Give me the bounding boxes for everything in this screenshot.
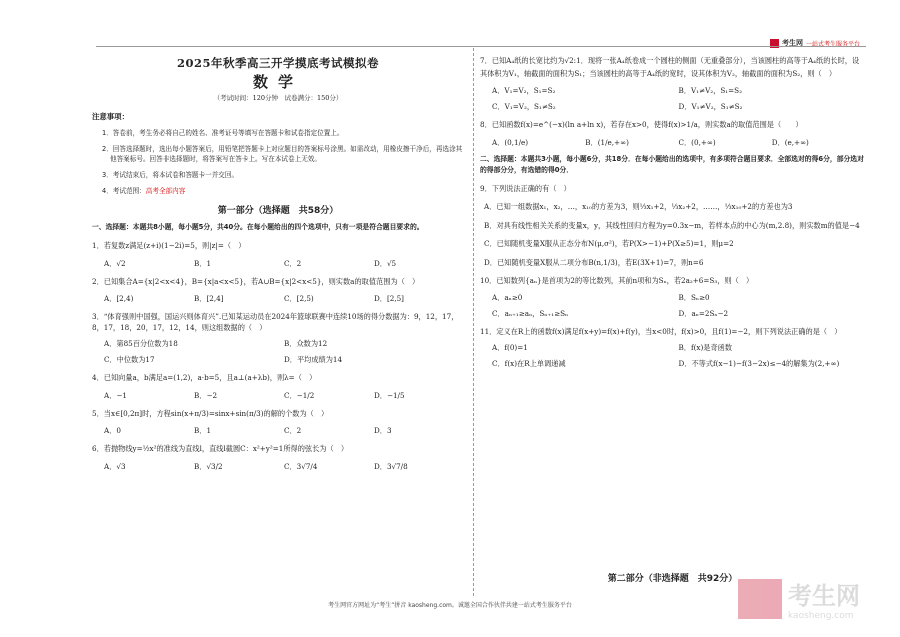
question-4: 4．已知向量a，b满足a=(1,2)，a·b=5，且a⊥(a+λb)，则λ=（ ） bbox=[92, 373, 317, 382]
option: D．−1/5 bbox=[374, 390, 405, 400]
question-2-options bbox=[92, 294, 464, 304]
option: D．aₙ=2Sₙ−2 bbox=[678, 308, 729, 318]
section-one-instructions: 一、选择题：本题共8小题，每小题5分，共40分。在每小题给出的四个选项中，只有一项是符合题目要求的。 bbox=[92, 223, 424, 231]
question-8-options bbox=[480, 138, 865, 148]
question-6: 6．若抛物线y=½x²的准线为直线l，直线l截圆C：x²+y²=1所得的弦长为（ ） bbox=[92, 444, 349, 453]
option: A．f(0)=1 bbox=[492, 343, 528, 352]
option: B．V₁≠V₂，S₁=S₂ bbox=[678, 86, 742, 95]
question-7-options bbox=[480, 86, 865, 112]
option: B．[2,4] bbox=[194, 294, 224, 303]
page-footer: 考生网官方网址为“考生”拼音 kaosheng.com。诚邀全国合作伙伴共建一站式考生服务平台 bbox=[328, 602, 572, 609]
notice-item: 3．考试结束后，将本试卷和答题卡一并交回。 bbox=[102, 171, 239, 179]
option: C．中位数为17 bbox=[104, 355, 155, 364]
exam-title: 2025年秋季高三开学摸底考试模拟卷 bbox=[176, 56, 379, 70]
option: A．aₙ≥0 bbox=[492, 292, 523, 302]
option: B．众数为12 bbox=[284, 339, 328, 348]
option: A．(0,1/e) bbox=[492, 137, 529, 147]
option: B．Sₙ≥0 bbox=[678, 292, 710, 302]
option: C．aₙ₊₁≥aₙ，Sₙ₊₁≥Sₙ bbox=[492, 308, 569, 318]
question-7: 7．已知A₄纸的长宽比约为√2:1．现将一张A₄纸卷成一个圆柱的侧面（无重叠部分），当该圆柱的高等于A₄纸的长时，设其体积为V₁，轴截面的面积为S₁；当该圆柱的高等于A₄纸的宽时，设其体积为V₂，轴截面的面积为S₂，则（ ） bbox=[480, 56, 860, 78]
question-10: 10．已知数列{aₙ}是首项为2的等比数列，其前n项和为Sₙ，若2a₂+6=S₃，则（ ） bbox=[480, 276, 754, 285]
option: A．0 bbox=[104, 426, 121, 435]
question-5: 5．当x∈[0,2π]时，方程sin(x+π/3)=sinx+sin(π/3)的解的个数为（ ） bbox=[92, 408, 329, 418]
option: C．−1/2 bbox=[284, 390, 315, 400]
option: A．V₁=V₂，S₁=S₂ bbox=[492, 86, 556, 95]
option: C．2 bbox=[284, 426, 302, 435]
column-divider bbox=[473, 48, 474, 596]
option: A．√3 bbox=[104, 461, 126, 471]
question-3-options bbox=[92, 339, 464, 365]
exam-subject: 数学 bbox=[252, 73, 303, 91]
logo-tagline: 一站式考生服务平台 bbox=[806, 40, 861, 48]
question-11-options bbox=[480, 343, 865, 369]
option: B．f(x)是奇函数 bbox=[678, 343, 733, 352]
question-3: 3．“体育强则中国强，国运兴则体育兴”.已知某运动员在2024年篮球联赛中连续10场的得分数据为：9，12，17，8，17，18，20，17，12，14，则这组数据的（ ） bbox=[92, 312, 459, 332]
question-4-options bbox=[92, 391, 464, 401]
option: C．3√7/4 bbox=[284, 461, 318, 471]
option: B．1 bbox=[194, 426, 212, 435]
notice-item-scope bbox=[92, 186, 464, 196]
question-2: 2．已知集合A={x|2<x<4}，B={x|a<x<5}，若A∪B={x|2<x<5}，则实数a的取值范围为（ ） bbox=[92, 276, 420, 286]
option: D．V₁≠V₂，S₁≠S₂ bbox=[678, 102, 743, 111]
option: D．√5 bbox=[374, 258, 397, 268]
question-1-options bbox=[92, 259, 464, 269]
watermark-text: 考生网 bbox=[788, 582, 860, 610]
option: D．(e,+∞) bbox=[771, 137, 809, 147]
option: C．f(x)在R上单调递减 bbox=[492, 359, 566, 368]
question-11: 11．定义在R上的函数f(x)满足f(x+y)=f(x)+f(y)，当x<0时，f(x)>0，且f(1)=−2，则下列说法正确的是（ ） bbox=[480, 326, 842, 336]
option: D．3√7/8 bbox=[374, 461, 408, 471]
left-column bbox=[92, 52, 464, 472]
option: B．−2 bbox=[194, 390, 218, 400]
option: B．√3/2 bbox=[194, 461, 223, 471]
option: D．不等式f(x−1)−f(3−2x)≤−4的解集为(2,+∞) bbox=[678, 359, 840, 368]
option: A．第85百分位数为18 bbox=[104, 339, 178, 348]
option: D．3 bbox=[374, 426, 392, 435]
scope-value: 高考全部内容 bbox=[145, 187, 186, 195]
question-9-option-d: D．已知随机变量X服从二项分布B(n,1/3)，若E(3X+1)=7，则n=6 bbox=[484, 257, 704, 267]
question-5-options bbox=[92, 426, 464, 436]
question-10-options bbox=[480, 293, 865, 319]
logo-brand: 考生网 bbox=[782, 39, 803, 47]
question-9-option-a: A．已知一组数据x₁，x₂，…，x₁₀的方差为3，则⅓x₁+2，⅓x₂+2，……，⅓x₁₀+2的方差也为3 bbox=[484, 202, 793, 211]
part-two-heading: 第二部分（非选择题 共92分） bbox=[607, 574, 738, 584]
option: C．(0,+∞) bbox=[678, 137, 716, 147]
question-8: 8．已知函数f(x)=e^(−x)(ln a+ln x)，若存在x>0，使得f(x)>1/a，则实数a的取值范围是（ ） bbox=[480, 120, 803, 129]
option: D．平均成绩为14 bbox=[284, 355, 343, 364]
watermark bbox=[738, 576, 860, 621]
option: D．[2,5] bbox=[374, 294, 404, 303]
question-9: 9．下列说法正确的有（ ） bbox=[480, 183, 571, 193]
notice-item: 2．回答选择题时，选出每小题答案后，用铅笔把答题卡上对应题目的答案标号涂黑。如需改动，用橡皮擦干净后，再选涂其他答案标号。回答非选择题时，将答案写在答卡上。写在本试卷上无效。 bbox=[102, 145, 463, 163]
watermark-logo-icon bbox=[738, 579, 782, 619]
question-1: 1．若复数z满足(z+i)(1−2i)=5，则|z|=（ ） bbox=[92, 241, 246, 250]
header-rule bbox=[96, 46, 866, 47]
option: B．(1/e,+∞) bbox=[585, 137, 629, 147]
notice-item: 1．答卷前，考生务必将自己的姓名、准考证号等填写在答题卡和试卷指定位置上。 bbox=[102, 129, 344, 137]
question-6-options bbox=[92, 462, 464, 472]
right-column bbox=[480, 52, 865, 369]
option: C．[2,5) bbox=[284, 294, 314, 303]
option: A．√2 bbox=[104, 258, 126, 268]
option: A．−1 bbox=[104, 390, 127, 400]
notice-title: 注意事项： bbox=[92, 112, 129, 121]
option: C．V₁=V₂，S₁≠S₂ bbox=[492, 102, 556, 111]
section-two-instructions: 二、选择题：本题共3小题，每小题6分，共18分．在每小题给出的选项中，有多项符合题目要求．全部选对的得6分，部分选对的得部分分，有选错的得0分． bbox=[480, 154, 864, 174]
exam-info: （考试时间：120分钟 试卷满分：150分） bbox=[213, 94, 343, 102]
watermark-url: kaosheng.com bbox=[788, 611, 854, 621]
scope-label: 4．考试范围： bbox=[102, 187, 146, 195]
option: A．[2,4) bbox=[104, 294, 134, 303]
part-one-heading: 第一部分（选择题 共58分） bbox=[217, 206, 339, 216]
question-9-option-b: B．对具有线性相关关系的变量x，y，其线性回归方程为y=0.3x−m，若样本点的中心为(m,2.8)，则实数m的值是−4 bbox=[484, 220, 860, 230]
option: C．2 bbox=[284, 258, 302, 268]
question-9-option-c: C．已知随机变量X服从正态分布N(μ,σ²)，若P(X>−1)+P(X≥5)=1，则μ=2 bbox=[484, 239, 734, 248]
option: B．1 bbox=[194, 258, 212, 268]
